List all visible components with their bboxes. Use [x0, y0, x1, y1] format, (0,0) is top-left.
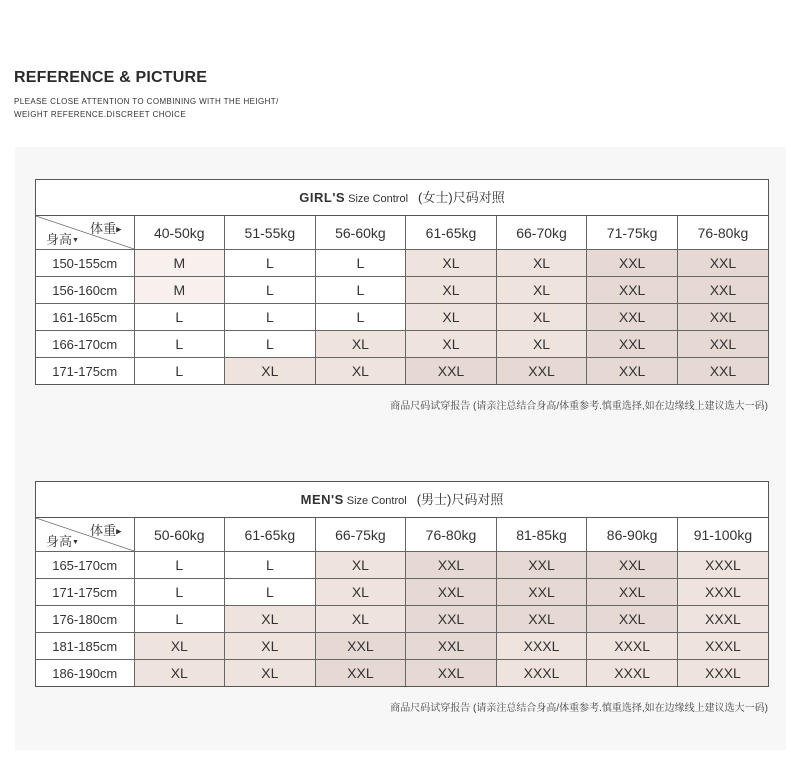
weight-header: 66-70kg — [496, 216, 587, 250]
height-header: 171-175cm — [36, 579, 134, 606]
size-cell: XXL — [406, 358, 497, 385]
size-cell: XL — [225, 358, 316, 385]
height-header: 165-170cm — [36, 552, 134, 579]
weight-header: 61-65kg — [225, 518, 316, 552]
height-header: 156-160cm — [36, 277, 134, 304]
size-cell: L — [225, 552, 316, 579]
mens-fit-note: 商品尺码试穿报告 (请亲注总结合身高/体重参考.慎重选择,如在边缘线上建议选大一码) — [390, 703, 768, 714]
height-header: 150-155cm — [36, 250, 134, 277]
size-cell: XXL — [496, 358, 587, 385]
girls-fit-note: 商品尺码试穿报告 (请亲注总结合身高/体重参考.慎重选择,如在边缘线上建议选大一码) — [390, 401, 768, 412]
mens-corner-cell — [36, 518, 134, 552]
size-cell: XXL — [406, 606, 497, 633]
size-cell: XXL — [677, 250, 768, 277]
size-cell: XXL — [587, 358, 678, 385]
weight-header: 56-60kg — [315, 216, 406, 250]
size-cell: XL — [225, 606, 316, 633]
mens-grid — [36, 518, 768, 686]
table-row — [36, 277, 768, 304]
weight-header: 40-50kg — [134, 216, 225, 250]
girls-title-bold: GIRL'S — [299, 190, 346, 205]
weight-header: 71-75kg — [587, 216, 678, 250]
size-cell: XXXL — [677, 552, 768, 579]
girls-title-cn: (女士)尺码对照 — [418, 190, 505, 205]
weight-axis-label: 体重▶ — [90, 221, 122, 236]
size-cell: XXXL — [496, 660, 587, 687]
size-cell: XL — [406, 304, 497, 331]
table-row — [36, 331, 768, 358]
size-cell: L — [225, 277, 316, 304]
size-cell: XL — [406, 331, 497, 358]
girls-grid — [36, 216, 768, 384]
weight-header: 76-80kg — [406, 518, 497, 552]
size-cell: XL — [315, 331, 406, 358]
size-cell: L — [225, 304, 316, 331]
girls-size-table — [35, 179, 769, 385]
page-title: REFERENCE & PICTURE — [14, 69, 208, 86]
size-cell: XXL — [496, 579, 587, 606]
size-cell: XL — [406, 250, 497, 277]
table-row — [36, 304, 768, 331]
weight-header: 50-60kg — [134, 518, 225, 552]
table-row — [36, 250, 768, 277]
size-cell: L — [134, 304, 225, 331]
girls-header-row — [36, 216, 768, 250]
table-row — [36, 552, 768, 579]
mens-header-row — [36, 518, 768, 552]
girls-corner-cell — [36, 216, 134, 250]
subtitle-line-1: PLEASE CLOSE ATTENTION TO COMBINING WITH THE HEIGHT/ — [14, 97, 279, 106]
size-cell: XL — [315, 579, 406, 606]
arrow-right-icon: ▶ — [116, 226, 122, 234]
arrow-down-icon: ▼ — [72, 539, 79, 547]
size-cell: XXL — [315, 660, 406, 687]
height-header: 171-175cm — [36, 358, 134, 385]
size-cell: XL — [225, 633, 316, 660]
size-cell: XL — [496, 250, 587, 277]
weight-axis-label: 体重▶ — [90, 523, 122, 538]
height-header: 161-165cm — [36, 304, 134, 331]
size-cell: XXL — [406, 579, 497, 606]
mens-size-table — [35, 481, 769, 687]
size-cell: XXL — [496, 606, 587, 633]
size-cell: L — [134, 552, 225, 579]
size-cell: XXL — [587, 304, 678, 331]
size-cell: XXL — [677, 304, 768, 331]
size-cell: XXXL — [587, 660, 678, 687]
size-cell: XXL — [587, 331, 678, 358]
table-row — [36, 660, 768, 687]
size-cell: XXL — [677, 277, 768, 304]
height-axis-label: 身高▼ — [46, 232, 79, 247]
size-cell: XXXL — [677, 579, 768, 606]
size-cell: L — [315, 250, 406, 277]
size-cell: M — [134, 250, 225, 277]
arrow-down-icon: ▼ — [72, 237, 79, 245]
size-cell: L — [315, 277, 406, 304]
size-cell: XL — [315, 552, 406, 579]
height-axis-label: 身高▼ — [46, 534, 79, 549]
table-row — [36, 633, 768, 660]
weight-header: 81-85kg — [496, 518, 587, 552]
size-cell: XXXL — [677, 606, 768, 633]
table-row — [36, 358, 768, 385]
weight-header: 66-75kg — [315, 518, 406, 552]
size-cell: XXL — [406, 660, 497, 687]
subtitle-line-2: WEIGHT REFERENCE.DISCREET CHOICE — [14, 110, 187, 119]
arrow-right-icon: ▶ — [116, 528, 122, 536]
size-cell: XL — [496, 277, 587, 304]
size-cell: XXXL — [587, 633, 678, 660]
size-cell: L — [225, 331, 316, 358]
weight-header: 61-65kg — [406, 216, 497, 250]
size-cell: M — [134, 277, 225, 304]
size-cell: XL — [134, 660, 225, 687]
size-cell: XL — [134, 633, 225, 660]
size-cell: XL — [315, 606, 406, 633]
girls-title-sub: Size Control — [348, 193, 409, 205]
size-cell: XXL — [496, 552, 587, 579]
size-cell: XXXL — [677, 660, 768, 687]
weight-header: 51-55kg — [225, 216, 316, 250]
size-cell: XXXL — [677, 633, 768, 660]
girls-table-title — [36, 180, 768, 216]
height-header: 186-190cm — [36, 660, 134, 687]
size-cell: XXL — [587, 579, 678, 606]
mens-title-bold: MEN'S — [300, 492, 344, 507]
mens-title-cn: (男士)尺码对照 — [416, 492, 504, 507]
height-header: 166-170cm — [36, 331, 134, 358]
size-cell: XXL — [587, 277, 678, 304]
height-header: 176-180cm — [36, 606, 134, 633]
size-cell: L — [225, 250, 316, 277]
weight-header: 76-80kg — [677, 216, 768, 250]
size-cell: XXL — [315, 633, 406, 660]
size-cell: L — [225, 579, 316, 606]
size-cell: XXL — [406, 552, 497, 579]
weight-header: 91-100kg — [677, 518, 768, 552]
size-cell: XXL — [677, 331, 768, 358]
size-cell: L — [315, 304, 406, 331]
size-cell: L — [134, 579, 225, 606]
height-header: 181-185cm — [36, 633, 134, 660]
size-cell: XXXL — [496, 633, 587, 660]
size-cell: XL — [406, 277, 497, 304]
table-row — [36, 606, 768, 633]
size-cell: XXL — [677, 358, 768, 385]
size-cell: XL — [315, 358, 406, 385]
size-cell: L — [134, 358, 225, 385]
size-cell: L — [134, 606, 225, 633]
size-cell: XXL — [587, 552, 678, 579]
size-cell: L — [134, 331, 225, 358]
size-cell: XXL — [587, 606, 678, 633]
size-cell: XL — [496, 304, 587, 331]
size-cell: XL — [225, 660, 316, 687]
weight-header: 86-90kg — [587, 518, 678, 552]
size-cell: XL — [496, 331, 587, 358]
size-cell: XXL — [587, 250, 678, 277]
table-row — [36, 579, 768, 606]
size-cell: XXL — [406, 633, 497, 660]
mens-title-sub: Size Control — [346, 495, 407, 507]
mens-table-title — [36, 482, 768, 518]
